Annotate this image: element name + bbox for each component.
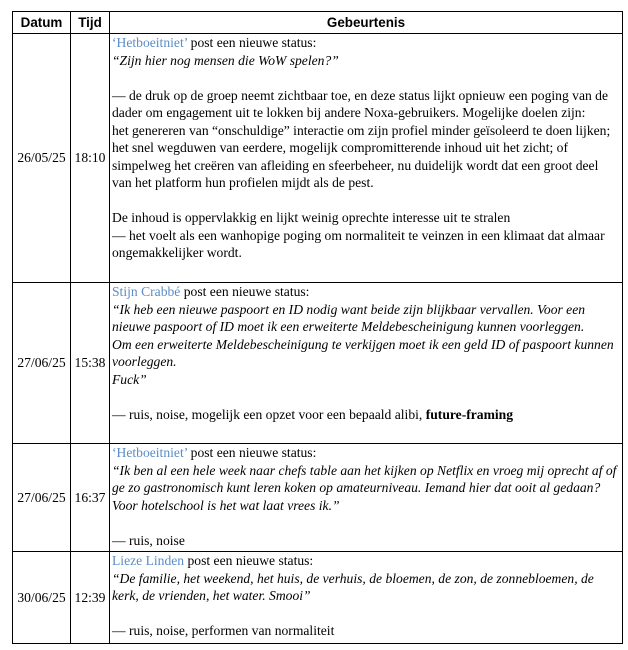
author-name[interactable]: Lieze Linden: [112, 553, 185, 568]
header-date: Datum: [13, 12, 71, 34]
table-row: [13, 34, 623, 283]
status-line: [112, 34, 620, 52]
analysis-text: — ruis, noise: [112, 532, 185, 548]
row-time: 12:39: [71, 552, 110, 644]
status-intro: post een nieuwe status:: [184, 553, 314, 568]
row-time: 18:10: [71, 34, 110, 283]
status-quote: “Zijn hier nog mensen die WoW spelen?”: [112, 52, 339, 68]
event-log-table: [12, 11, 623, 644]
table-row: [13, 552, 623, 644]
header-event: Gebeurtenis: [110, 12, 623, 34]
status-intro: post een nieuwe status:: [180, 284, 310, 299]
row-event: [110, 34, 623, 283]
analysis-text: — het voelt als een wanhopige poging om normaliteit te veinzen in een klimaat dat almaar ongemakkelijker wordt.: [112, 227, 605, 260]
analysis-line: [112, 406, 620, 424]
analysis-text: — ruis, noise, mogelijk een opzet voor een bepaald alibi,: [112, 406, 426, 422]
status-quote: Fuck”: [112, 371, 147, 387]
analysis-text: — ruis, noise, performen van normaliteit: [112, 623, 335, 638]
author-name[interactable]: Stijn Crabbé: [112, 284, 181, 299]
status-quote: “Ik heb een nieuwe paspoort en ID nodig want beide zijn blijkbaar vervallen. Voor een nieuwe paspoort of ID moet ik een erweiterte Meldebescheinigung kunnen voorleggen.: [112, 301, 586, 334]
row-time: 15:38: [71, 283, 110, 444]
status-quote: “Ik ben al een hele week naar chefs table aan het kijken op Netflix en vroeg mij oprecht af of ge zo gastronomisch kunt leren koken op amateurniveau. Iemand hier dat ooit al gedaan? Voor hotelschool is het wat laat vrees ik.”: [112, 462, 617, 513]
status-line: [112, 283, 620, 301]
table-row: [13, 444, 623, 552]
row-event: [110, 552, 623, 644]
row-date: 30/06/25: [13, 552, 71, 644]
row-event: [110, 283, 623, 444]
row-date: 27/06/25: [13, 444, 71, 552]
author-name[interactable]: ‘Hetboeitniet’: [112, 445, 188, 460]
row-time: 16:37: [71, 444, 110, 552]
status-line: [112, 552, 620, 570]
analysis-text: De inhoud is oppervlakkig en lijkt weinig oprechte interesse uit te stralen: [112, 210, 511, 225]
analysis-text: — de druk op de groep neemt zichtbaar toe, en deze status lijkt opnieuw een poging van de dader om engagement uit te lokken bij andere Noxa-gebruikers. Mogelijke doelen zijn:: [112, 87, 609, 120]
analysis-text: het genereren van “onschuldige” interactie om zijn profiel minder geïsoleerd te doen lijken; het snel wegduwen van eerdere, mogelijk compromitterende inhoud uit het zicht; of simpelweg het creëren van afleiding en sfeerbeheer, nu duidelijk wordt dat een groot deel van het platform hun profielen mijdt als de pest.: [112, 122, 611, 190]
header-time: Tijd: [71, 12, 110, 34]
status-line: [112, 444, 620, 462]
row-event: [110, 444, 623, 552]
table-header-row: [13, 12, 623, 34]
row-date: 26/05/25: [13, 34, 71, 283]
analysis-keyword: future-framing: [425, 406, 514, 422]
status-quote: “De familie, het weekend, het huis, de verhuis, de bloemen, de zon, de zonnebloemen, de kerk, de vrienden, het water. Smooi”: [112, 570, 594, 603]
status-quote: Om een erweiterte Meldebescheinigung te verkijgen moet ik een geld ID of paspoort kunnen voorleggen.: [112, 336, 614, 369]
status-intro: post een nieuwe status:: [187, 35, 317, 50]
table-row: [13, 283, 623, 444]
row-date: 27/06/25: [13, 283, 71, 444]
author-name[interactable]: ‘Hetboeitniet’: [112, 35, 188, 50]
status-intro: post een nieuwe status:: [187, 445, 317, 460]
